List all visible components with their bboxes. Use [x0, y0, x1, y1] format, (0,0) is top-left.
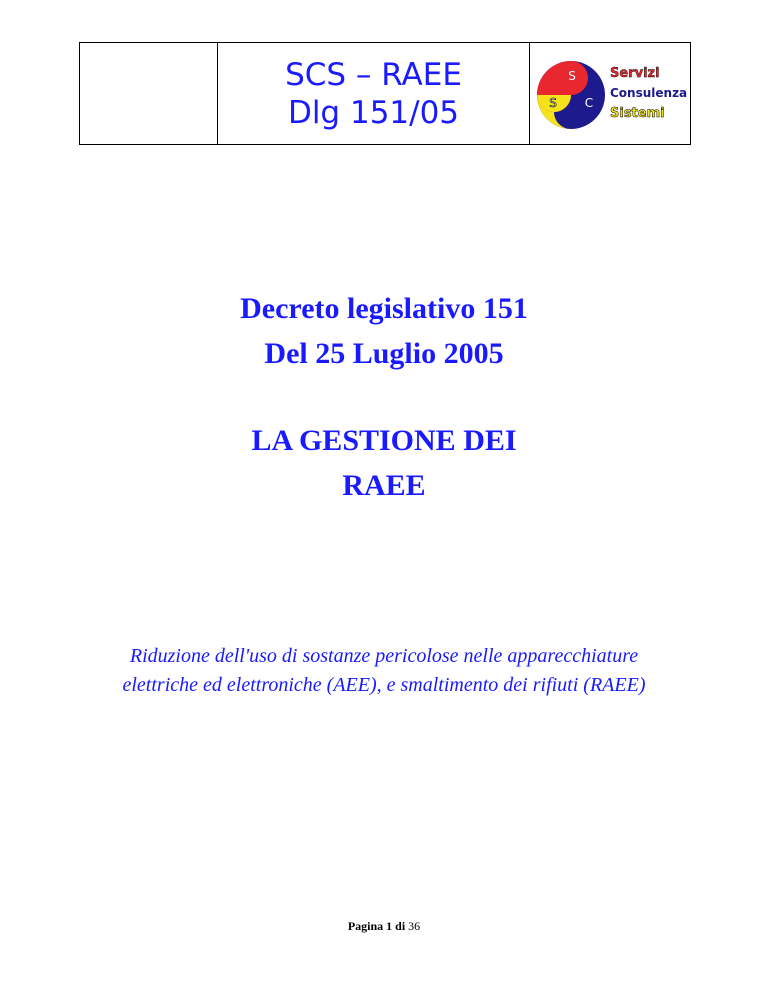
scs-logo: [534, 57, 704, 133]
logo-letter-left: S: [549, 96, 557, 110]
subtitle-line2: elettriche ed elettroniche (AEE), e smaltimento dei rifiuti (RAEE): [122, 674, 646, 696]
heading-line2: RAEE: [342, 469, 426, 502]
logo-segment-red: [537, 61, 571, 95]
logo-letter-top: S: [568, 69, 576, 83]
header-title-cell: [218, 43, 530, 144]
footer-page-total: 36: [408, 919, 421, 933]
heading-line1: LA GESTIONE DEI: [251, 424, 517, 457]
decree-title-line2: Del 25 Luglio 2005: [264, 337, 504, 370]
footer-page-sep: di: [395, 919, 406, 933]
header-title-line1: SCS – RAEE: [285, 56, 462, 93]
header-empty-cell: [80, 43, 218, 144]
logo-word-servizi: Servizi: [610, 66, 660, 81]
footer-page-label: Pagina: [347, 919, 384, 933]
footer-page-current: 1: [386, 919, 393, 933]
logo-word-consulenza: Consulenza: [610, 86, 688, 100]
logo-letter-right: C: [584, 96, 594, 110]
logo-word-sistemi: Sistemi: [610, 106, 665, 121]
subtitle-line1: Riduzione dell'uso di sostanze pericolose nelle apparecchiature: [129, 645, 639, 667]
header-title-line2: Dlg 151/05: [287, 94, 460, 131]
header-logo-cell: [530, 43, 690, 144]
page-footer: [0, 919, 768, 934]
header-table: [79, 42, 691, 145]
decree-title-line1: Decreto legislativo 151: [240, 292, 528, 325]
